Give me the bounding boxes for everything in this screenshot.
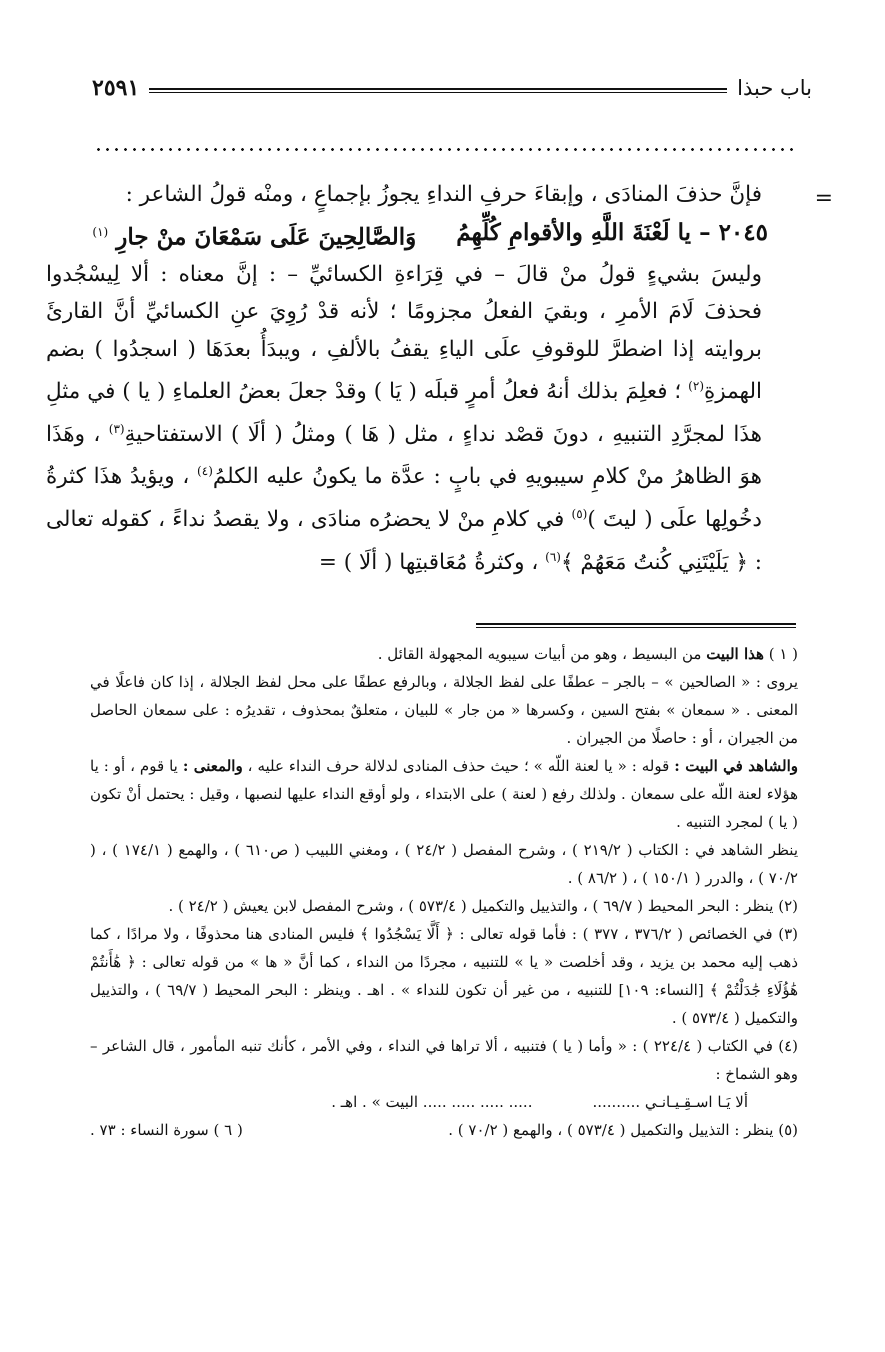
footnote-6: ( ٦ ) سورة النساء : ٧٣ . (90, 1121, 243, 1139)
footnote-ref-1: (١) (92, 224, 109, 239)
main-line-1: فإنَّ حذفَ المنادَى ، وإبقاءَ حرفِ النداءِ يجوزُ بإجماعٍ ، ومنْه قولُ الشاعر : (125, 182, 762, 207)
continuation-mark-start: = (814, 186, 833, 211)
footnote-2: (٢) ينظر : البحر المحيط ( ٦٩/٧ ) ، والتذييل والتكميل ( ٥٧٣/٤ ) ، وشرح المفصل لابن يعيش ( ٢٤/٢ ) . (168, 897, 798, 915)
dotted-separator (94, 140, 798, 158)
footnote-ref-5: (٥) (571, 507, 588, 522)
footnote-1: ( ١ ) هذا البيت من البسيط ، وهو من أبيات سيبويه المجهولة القائل . (377, 645, 798, 663)
main-text (46, 176, 798, 581)
footnote-ref-6: (٦) (545, 549, 561, 564)
footnote-1-shahid: والشاهد في البيت : قوله : « يا لعنة اللّه » ؛ حيث حذف المنادى لدلالة حرف النداء عليه ، والمعنى : يا قوم ، أو : يا هؤلاء لعنة اللّه على سمعان . ولذلك رفع ( لعنة ) على الابتداء ، ولو أوقع النداء عليها لنصبها ، وقيل : يحتمل أنْ تكون ( يا ) لمجرد التنبيه . (90, 757, 798, 831)
footnote-ref-2: (٢) (688, 379, 704, 394)
main-paragraph: وليسَ بشيءٍ قولُ منْ قالَ – في قِرَاءةِ الكسائيِّ – : إنَّ معناه : ألا لِيسْجُدوا فحذفَ لَامَ الأمرِ ، وبقيَ الفعلُ مجزومًا ؛ لأنه قدْ رُوِيَ عنِ الكسائيِّ أنَّ القارئَ بروايته إذا اضطرَّ للوقوفِ علَى الياءِ يقفُ بالألفِ ، ويبدَأُ بعدَهَا ( اسجدُوا ) بضم الهمزةِ$^{(٢)}$ ؛ فعلِمَ بذلك أنهُ فعلُ أمرٍ قبلَه ( يَا ) وقدْ جعلَ بعضُ العلماءِ ( يا ) في مثلِ هذَا لمجرَّدِ التنبيهِ ، دونَ قصْد نداءٍ ، مثل ( هَا ) ومثلُ ( ألَا ) الاستفتاحيةِ$^{(٣)}$ ، وهَذَا هوَ الظاهرُ منْ كلامِ سيبويهِ في بابٍ : عدَّة ما يكونُ عليه الكلمُ$^{(٤)}$ ، ويؤيدُ هذَا كثرةُ دخُولِها علَى ( ليتَ )$^{(٥)}$ في كلامِ منْ لا يحضرُه منادَى ، ولا يقصدُ نداءً ، كقوله تعالى : ﴿ يَلَيْتَنِي كُنتُ مَعَهُمْ ﴾$^{(٦)}$ ، وكثرةُ مُعَاقبتِها ( ألَا ) = (46, 261, 762, 575)
footnote-4: (٤) في الكتاب ( ٢٢٤/٤ ) : « وأما ( يا ) فتنبيه ، ألا تراها في النداء ، وفي الأمر ، كأنك تنبه المأمور ، قال الشاعر – وهو الشماخ : (90, 1037, 798, 1083)
footnote-5: (٥) ينظر : التذييل والتكميل ( ٥٧٣/٤ ) ، والهمع ( ٧٠/٢ ) . (448, 1121, 798, 1139)
verse-number: ٢٠٤٥ – (699, 218, 768, 246)
page-number: ٢٥٩١ (92, 75, 140, 101)
footnote-4-poem: ألا يَـا اسـقِـيـانـي .......... ..... ..... ..... ..... البيت » . اهـ . (331, 1093, 748, 1111)
footnote-ref-3: (٣) (108, 421, 125, 436)
footnotes (90, 640, 798, 1144)
footnote-ref-4: (٤) (197, 464, 213, 479)
verse-hemistich-1: ٢٠٤٥ – يا لَعْنَةَ اللَّهِ والأقوامِ كُلِّهِمُ (456, 218, 768, 246)
verse-hemistich-2: وَالصَّالِحِينَ عَلَى سَمْعَانَ منْ جارِ $^{(١)}$ (92, 223, 417, 251)
poem-verse (46, 214, 798, 256)
page-header (92, 72, 812, 104)
footnote-1-riwaya: يروى : « الصالحين » – بالجر – عطفًا على لفظ الجلالة ، وبالرفع عطفًا على محل لفظ الجلالة ، إذا كان فاعلًا في المعنى . « سمعان » بفتح السين ، وكسرها « من جار » للبيان ، متعلقٌ بمحذوف ، تقديرُه : على سمعان الحاصل من الجيران ، أو : حاصلًا من الجيران . (90, 673, 798, 747)
footnote-rule (476, 623, 796, 628)
footnote-3: (٣) في الخصائص ( ٣٧٦/٢ ، ٣٧٧ ) : فأما قوله تعالى : ﴿ أَلَّا يَسْجُدُوا ﴾ فليس المنادى هنا محذوفًا ، ولا مرادًا ، كما ذهب إليه محمد بن يزيد ، وقد أخلصت « يا » للتنبيه ، مجردًا من النداء ، كما أنَّ « ها » من قوله تعالى : ﴿ هَٰأَنتُمْ هَٰؤُلَاءِ جَٰدَلْتُمْ ﴾ [النساء: ١٠٩] للتنبيه ، من غير أن تكون للنداء » . اهـ . وينظر : البحر المحيط ( ٦٩/٧ ) ، والتذييل والتكميل ( ٥٧٣/٤ ) . (90, 925, 798, 1027)
footnote-5-6 (90, 1116, 798, 1144)
footnote-1-refs: ينظر الشاهد في : الكتاب ( ٢١٩/٢ ) ، وشرح المفصل ( ٢٤/٢ ) ، ومغني اللبيب ( ص٦١٠ ) ، والهمع ( ١٧٤/١ ) ، ( ٧٠/٢ ) ، والدرر ( ١٥٠/١ ) ، ( ٨٦/٢ ) . (90, 841, 799, 887)
chapter-title: باب حبذا (737, 76, 812, 100)
header-rule (149, 88, 727, 93)
